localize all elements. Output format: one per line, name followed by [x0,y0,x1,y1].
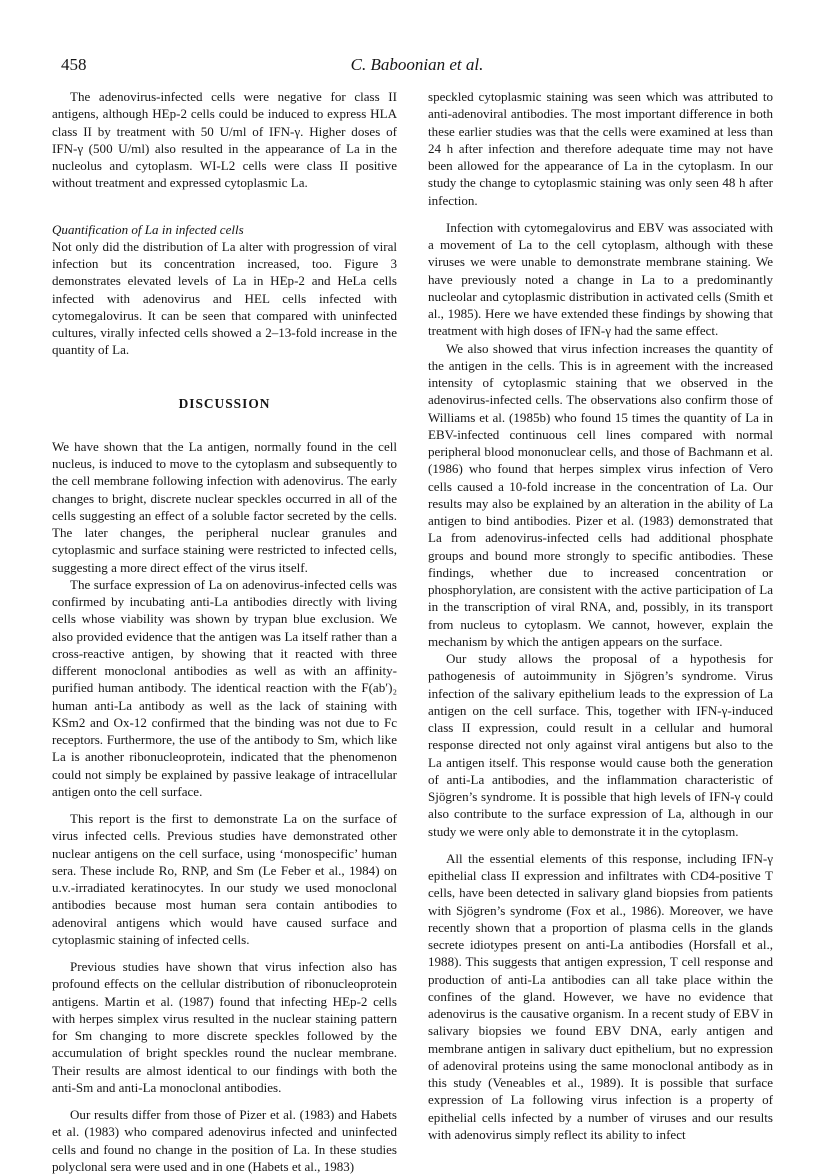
paragraph: We have shown that the La antigen, normally found in the cell nucleus, is induced to move to the cytoplasm and subsequently to the cell membrane following infection with adenovirus. The early changes to bright, discrete nuclear speckles occurred in all of the cells suggesting an effect of a soluble factor secreted by the cells. The later changes, the peripheral nuclear granules and cytoplasmic and surface staining were restricted to infected cells, suggesting a more direct effect of the virus itself. [52,438,397,575]
left-column [52,88,397,1175]
paragraph: The adenovirus-infected cells were negative for class II antigens, although HEp-2 cells could be induced to express HLA class II by treatment with 50 U/ml of IFN-γ. Higher doses of IFN-γ (500 U/ml) also resulted in the appearance of La in the nucleolus and cytoplasm. WI-L2 cells were class II positive without treatment and expressed cytoplasmic La. [52,89,397,191]
paragraph: Our results differ from those of Pizer et al. (1983) and Habets et al. (1983) who compared adenovirus infected and uninfected cells and found no change in the position of La. In these studies polyclonal sera were used and in one (Habets et al., 1983) [52,1107,397,1174]
paragraph: speckled cytoplasmic staining was seen which was attributed to anti-adenoviral antibodies. The most important difference in both these earlier studies was that the cells were examined at less than 24 h after infection and therefore adequate time may not have been allowed for the appearance of La in the cytoplasm. In our study the change to cytoplasmic staining was only seen 48 h after infection. [428,89,773,208]
paragraph: This report is the first to demonstrate La on the surface of virus infected cells. Previous studies have demonstrated other nuclear antigens on the cell surface, using ‘monospecific’ human sera. These include Ro, RNP, and Sm (Le Feber et al., 1984) on u.v.-irradiated keratinocytes. In our study we used monoclonal antibodies because most human sera contain antibodies to adenoviral antigens which would have caused surface and cytoplasmic staining of infected cells. [52,811,397,947]
page-number: 458 [61,55,87,74]
paragraph: The surface expression of La on adenovirus-infected cells was confirmed by incubating anti-La antibodies directly with living cells whose viability was shown by trypan blue exclusion. We also provided evidence that the antigen was La itself rather than a cross-reactive antigen, by showing that it reacted with three different monoclonal antibodies as well as with an affinity-purified human antibody. The identical reaction with the F(ab′)₂ human anti-La antibody as well as the lack of staining with KSm2 and Ox-12 confirmed that the binding was not due to Fc receptors. Furthermore, the use of the antibody to Sm, which like La is another ribonucleoprotein, indicated that the phenomenon could not simply be explained by passive leakage of intracellular antigen onto the cell surface. [52,576,397,799]
section-heading: DISCUSSION [178,395,271,411]
running-title: C. Baboonian et al. [350,55,484,74]
paragraph: Infection with cytomegalovirus and EBV was associated with a movement of La to the cell cytoplasm, although with these viruses we were unable to demonstrate membrane staining. We have previously noted a change in La to a predominantly nucleolar and cytoplasmic distribution in activated cells (Smith et al., 1985). Here we have extended these findings by showing that treatment with high doses of IFN-γ had the same effect. [428,219,773,339]
paragraph: Previous studies have shown that virus infection also has profound effects on the cellular distribution of ribonucleoprotein antigens. Martin et al. (1987) found that infecting HEp-2 cells with herpes simplex virus resulted in the nuclear staining pattern for Sm changing to more discrete speckles followed by the accumulation of bright speckles round the nuclear membrane. Their results are almost identical to our findings with both the anti-Sm and anti-La monoclonal antibodies. [52,959,397,1095]
paragraph: All the essential elements of this response, including IFN-γ epithelial class II expression and infiltrates with CD4-positive T cells, have been detected in salivary gland biopsies from patients with Sjögren’s syndrome (Fox et al., 1986). Moreover, we have recently shown that a proportion of plasma cells in the glands secrete idiotypes present on anti-La antibodies (Horsfall et al., 1988). This suggests that antigen expression, T cell response and production of anti-La antibodies can all take place within the confines of the gland. However, we have no evidence that adenovirus is the causative organism. In a recent study of EBV in salivary biopsies we found EBV DNA, early antigen and membrane antigen in salivary duct epithelium, but no expression of adenoviral proteins using the same monoclonal antibody as in this study (Veneables et al., 1989). It is possible that surface expression of La following virus infection is a property of epithelial cells infected by a number of viruses and our results with adenovirus simply reflect its ability to infect [428,850,773,1142]
paragraph: Our study allows the proposal of a hypothesis for pathogenesis of autoimmunity in Sjögren’s syndrome. Virus infection of the salivary epithelium leads to the expression of La antigen on the cell surface. This, together with IFN-γ-induced class II expression, could result in a cellular and humoral response directed not only against viral antigens but also to the La antigen itself. This response would cause both the generation of anti-La antibodies, and the inflammation characteristic of Sjögren’s syndrome. It is possible that high levels of IFN-γ could also contribute to the surface expression of La, although in our study we were only able to demonstrate it in the cytoplasm. [428,651,773,839]
paragraph: We also showed that virus infection increases the quantity of the antigen in the cells. This is in agreement with the increased intensity of cytoplasmic staining that we observed in the adenovirus-infected cells. The observations also confirm those of Williams et al. (1985b) who found 15 times the quantity of La in EBV-infected continuous cell lines compared with normal peripheral blood mononuclear cells, and those of Bachmann et al. (1986) who found that herpes simplex virus infection of Vero cells caused a 10-fold increase in the concentration of La. Our results may also be explained by an alteration in the ability of La antigen to bind antibodies. Pizer et al. (1983) demonstrated that La from adenovirus-infected cells had additional phosphate groups and bound more strongly to specific antibodies. These findings, whether due to increased concentration or phosphorylation, are consistent with the active participation of La in the transcription of viral RNA, and, possibly, in its transport from nucleus to cytoplasm. We cannot, however, explain the mechanism by which the antigen appears on the surface. [428,340,773,649]
subsection-heading: Quantification of La in infected cells [52,221,244,237]
page-header [61,55,773,79]
right-column [428,88,773,1143]
paragraph: Not only did the distribution of La alter with progression of viral infection but its concentration increased, too. Figure 3 demonstrates elevated levels of La in HEp-2 and HeLa cells infected with adenovirus and HEL cells infected with cytomegalovirus. It can be seen that compared with uninfected cultures, virally infected cells showed a 2–13-fold increase in the quantity of La. [52,238,397,358]
